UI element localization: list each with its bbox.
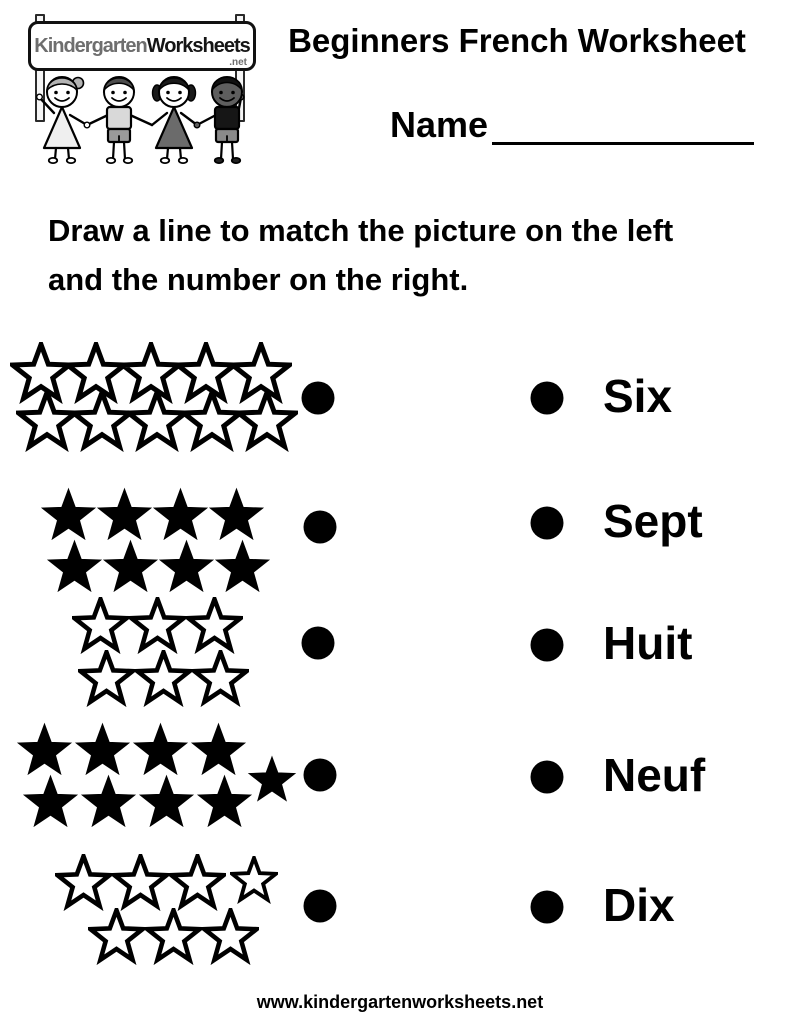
star-icon-outline <box>181 390 243 452</box>
star-icon-filled <box>208 487 265 544</box>
star-icon-filled <box>132 722 189 779</box>
star-icon-filled <box>46 539 103 596</box>
star-icon-outline <box>236 390 298 452</box>
star-icon-outline <box>126 390 188 452</box>
match-dot-right-six[interactable] <box>531 382 564 415</box>
star-icon-outline <box>71 390 133 452</box>
name-label: Name <box>390 104 489 145</box>
star-icon-filled <box>196 774 253 831</box>
star-icon-outline <box>55 854 112 911</box>
star-icon-filled <box>74 722 131 779</box>
match-dot-right-dix[interactable] <box>531 891 564 924</box>
footer-url: www.kindergartenworksheets.net <box>256 992 544 1012</box>
match-dot-right-sept[interactable] <box>531 507 564 540</box>
star-icon-filled <box>40 487 97 544</box>
star-icon-outline <box>202 908 259 965</box>
match-dot-left-5[interactable] <box>304 890 337 923</box>
star-icon-outline <box>135 650 192 707</box>
star-icon-filled <box>247 755 297 805</box>
star-icon-outline <box>78 650 135 707</box>
star-icon-filled <box>96 487 153 544</box>
star-icon-filled <box>138 774 195 831</box>
match-dot-left-2[interactable] <box>304 511 337 544</box>
brand-worksheets: Worksheets <box>146 34 250 57</box>
star-icon-outline <box>230 856 278 904</box>
page-title: Beginners French Worksheet <box>288 22 746 59</box>
star-icon-filled <box>22 774 79 831</box>
star-icon-filled <box>214 539 271 596</box>
star-icon-outline <box>16 390 78 452</box>
star-icon-filled <box>16 722 73 779</box>
star-icon-outline <box>192 650 249 707</box>
star-icon-filled <box>102 539 159 596</box>
child-figure-girl-2 <box>152 77 197 163</box>
star-icon-outline <box>72 597 129 654</box>
child-figure-boy-1 <box>84 77 152 163</box>
answer-label-sept: Sept <box>603 494 703 547</box>
star-icon-outline <box>145 908 202 965</box>
brand-net-suffix: .net <box>229 57 247 68</box>
star-icon-outline <box>88 908 145 965</box>
star-icon-filled <box>158 539 215 596</box>
match-dot-left-4[interactable] <box>304 759 337 792</box>
star-icon-outline <box>112 854 169 911</box>
children-illustration <box>24 66 254 166</box>
star-icon-outline <box>129 597 186 654</box>
star-icon-filled <box>190 722 247 779</box>
answer-label-huit: Huit <box>603 616 693 669</box>
answer-label-dix: Dix <box>603 878 675 931</box>
child-figure-girl-1 <box>37 77 87 163</box>
brand-text <box>34 35 249 58</box>
instructions-line1: Draw a line to match the picture on the left <box>48 213 674 248</box>
site-logo <box>0 0 270 180</box>
brand-kindergarten: Kindergarten <box>34 34 147 57</box>
match-dot-right-huit[interactable] <box>531 629 564 662</box>
logo-sign <box>28 21 256 71</box>
star-icon-filled <box>80 774 137 831</box>
match-dot-left-3[interactable] <box>302 627 335 660</box>
answer-label-neuf: Neuf <box>603 748 706 801</box>
instructions-line2: and the number on the right. <box>48 262 469 297</box>
match-dot-right-neuf[interactable] <box>531 761 564 794</box>
star-icon-outline <box>186 597 243 654</box>
answer-label-six: Six <box>603 369 673 422</box>
child-figure-boy-2 <box>194 77 244 163</box>
star-icon-outline <box>169 854 226 911</box>
star-icon-filled <box>152 487 209 544</box>
match-dot-left-1[interactable] <box>302 382 335 415</box>
